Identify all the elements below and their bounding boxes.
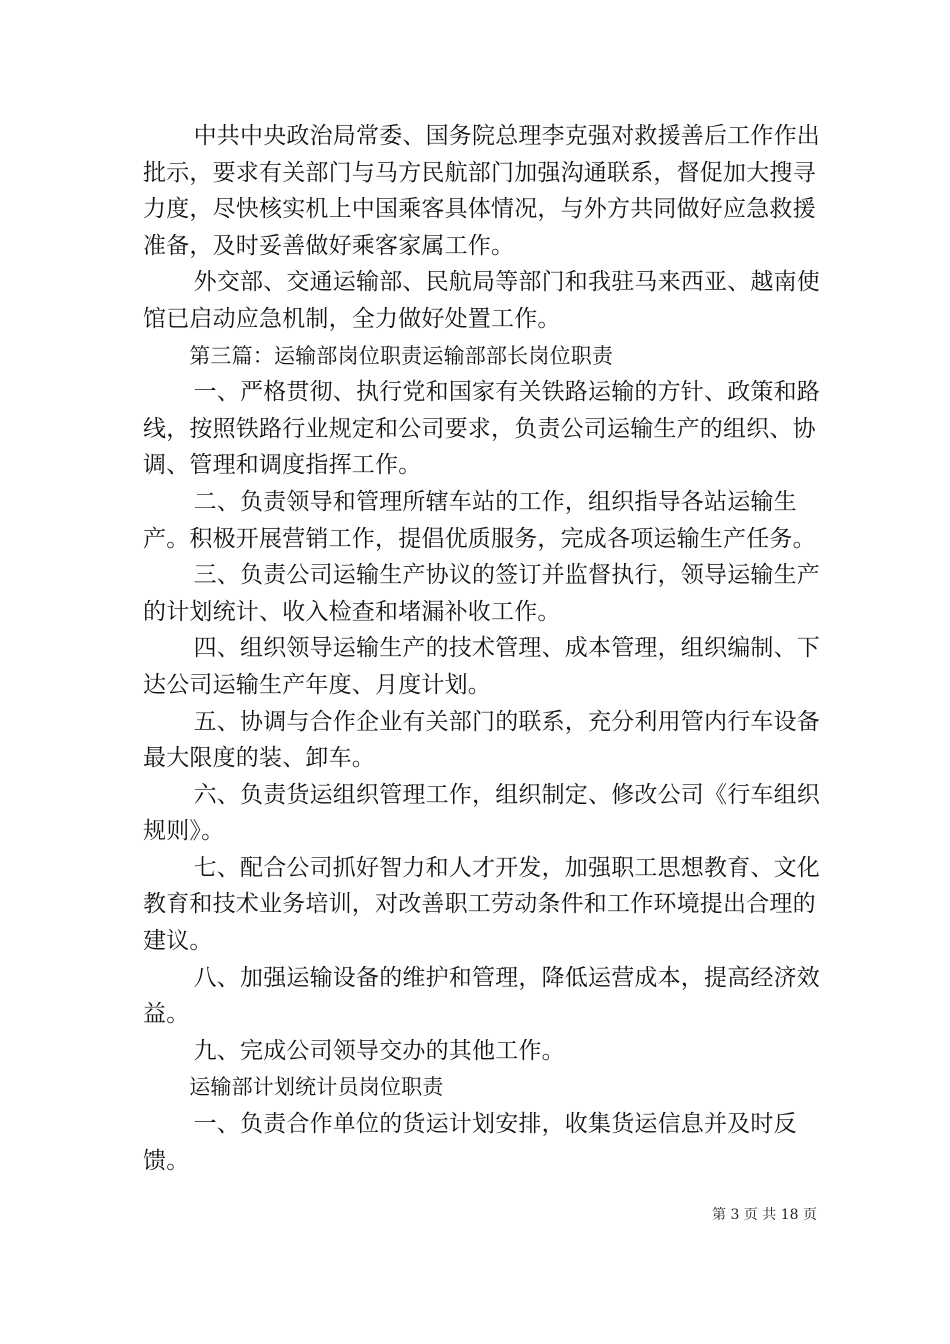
duty-item-3: 三、负责公司运输生产协议的签订并监督执行，领导运输生产的计划统计、收入检查和堵漏补收工作。 (143, 562, 820, 625)
duty-item-9: 九、完成公司领导交办的其他工作。 (193, 1037, 565, 1064)
duty-item-8: 八、加强运输设备的维护和管理，降低运营成本，提高经济效益。 (143, 964, 820, 1028)
duty-item-6: 六、负责货运组织管理工作，组织制定、修改公司《行车组织规则》。 (143, 781, 820, 845)
duty-item-7: 七、配合公司抓好智力和人才开发，加强职工思想教育、文化教育和技术业务培训，对改善职工劳动条件和工作环境提出合理的建议。 (143, 854, 820, 955)
planner-duty-item-1: 一、负责合作单位的货运计划安排，收集货运信息并及时反馈。 (143, 1111, 797, 1174)
duty-item-4: 四、组织领导运输生产的技术管理、成本管理，组织编制、下达公司运输生产年度、月度计划。 (143, 635, 820, 698)
document-body (143, 118, 823, 1179)
paragraph-1: 中共中央政治局常委、国务院总理李克强对救援善后工作作出批示，要求有关部门与马方民航部门加强沟通联系，督促加大搜寻力度，尽快核实机上中国乘客具体情况，与外方共同做好应急救援准备，及时妥善做好乘客家属工作。 (143, 123, 820, 259)
section-heading-planner: 运输部计划统计员岗位职责 (189, 1075, 444, 1100)
duty-item-1: 一、严格贯彻、执行党和国家有关铁路运输的方针、政策和路线，按照铁路行业规定和公司要求，负责公司运输生产的组织、协调、管理和调度指挥工作。 (143, 379, 820, 479)
duty-item-5: 五、协调与合作企业有关部门的联系，充分利用管内行车设备最大限度的装、卸车。 (143, 708, 820, 772)
paragraph-2: 外交部、交通运输部、民航局等部门和我驻马来西亚、越南使馆已启动应急机制，全力做好处置工作。 (143, 269, 820, 332)
page-number-footer: 第 3 页 共 18 页 (712, 1207, 817, 1223)
duty-item-2: 二、负责领导和管理所辖车站的工作，组织指导各站运输生产。积极开展营销工作，提倡优质服务，完成各项运输生产任务。 (143, 488, 816, 552)
section-heading-part-three: 第三篇：运输部岗位职责运输部部长岗位职责 (189, 343, 614, 368)
